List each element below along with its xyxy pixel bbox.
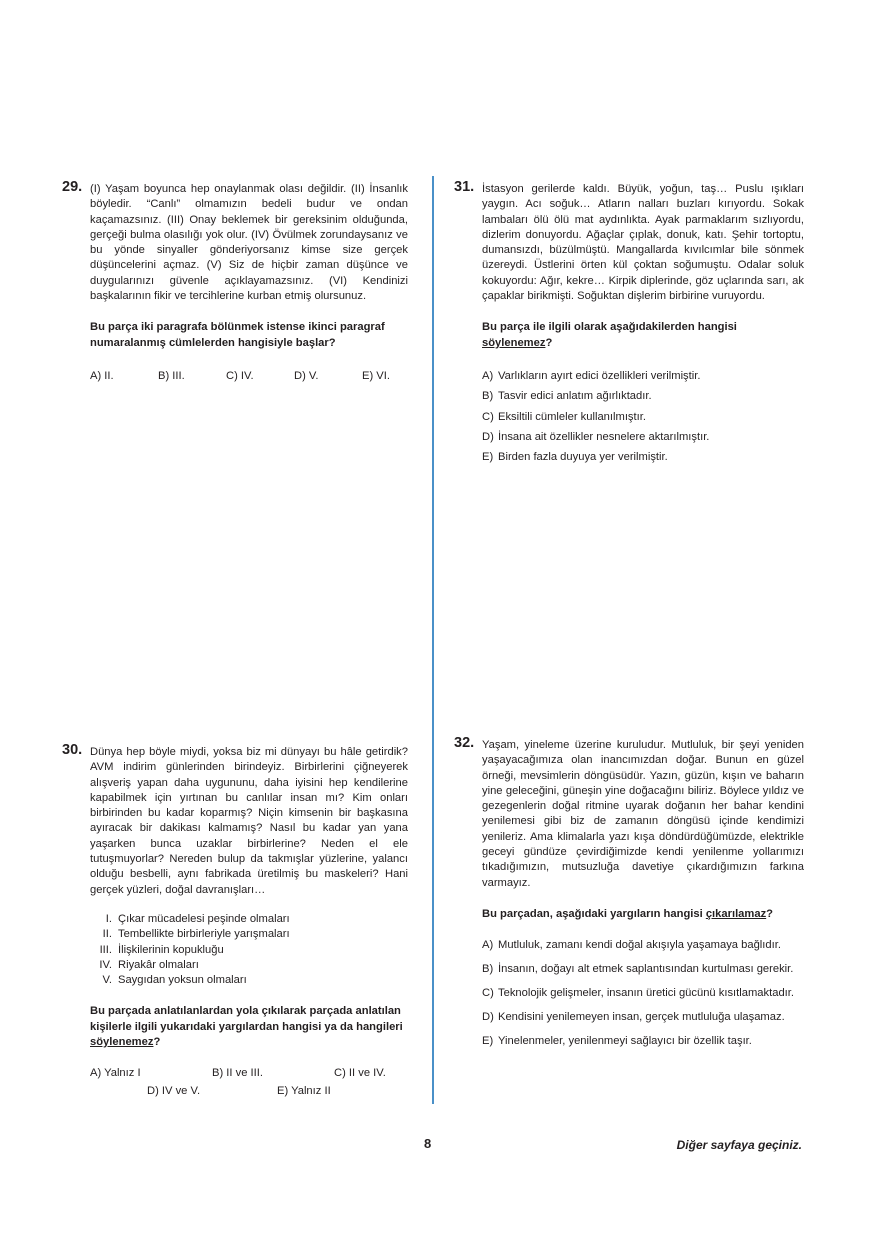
question-stem: Bu parça iki paragrafa bölünmek istense ikinci paragraf numaralanmış cümlelerden hangisiyle başlar? bbox=[90, 321, 385, 349]
option-c[interactable]: C) Teknolojik gelişmeler, insanın üretici gücünü kısıtlamaktadır. bbox=[482, 987, 794, 1000]
option-b[interactable]: B) II ve III. bbox=[212, 1067, 263, 1080]
option-c[interactable]: C) Eksiltili cümleler kullanılmıştır. bbox=[482, 410, 646, 423]
option-a[interactable]: A) II. bbox=[90, 369, 114, 382]
option-a[interactable]: A) Varlıkların ayırt edici özellikleri verilmiştir. bbox=[482, 369, 701, 382]
option-a[interactable]: A) Yalnız I bbox=[90, 1067, 141, 1080]
question-stem: Bu parçadan, aşağıdaki yargıların hangisi çıkarılamaz? bbox=[482, 907, 774, 920]
statement-item: V. Saygıdan yoksun olmaları bbox=[102, 974, 247, 987]
option-e[interactable]: E) VI. bbox=[362, 369, 390, 382]
emphasis-underline: söylenemez bbox=[482, 336, 546, 349]
question-number: 32. bbox=[454, 735, 475, 751]
question-29 bbox=[62, 179, 408, 384]
option-c[interactable]: C) II ve IV. bbox=[334, 1067, 386, 1080]
option-e[interactable]: E) Birden fazla duyuya yer verilmiştir. bbox=[482, 451, 668, 464]
option-e[interactable]: E) Yalnız II bbox=[277, 1084, 331, 1097]
statement-item: I. Çıkar mücadelesi peşinde olmaları bbox=[105, 912, 290, 925]
option-b[interactable]: B) İnsanın, doğayı alt etmek saplantısından kurtulması gerekir. bbox=[482, 963, 794, 976]
question-31 bbox=[454, 179, 804, 465]
question-paragraph: Dünya hep böyle miydi, yoksa biz mi dünyayı bu hâle getirdik? AVM indirim günlerinden birindeyiz. Birbirlerini çiğneyerek alışveriş yapan daha uygununu, daha iyisini hep kendilerine kapabilmek için yırtınan bu canlılar insan mı? Kim onları birbirinden bu kadar koparmış? Niçin kimsenin bir başkasına ayıracak bir dakikası kalmamış? Nasıl bu kadar yan yana yaşarken bunca uzaklar birbirlerine? Neden el ele tutuşmuyorlar? Nereden bulup da takmışlar yüzlerine, yalancı olduğu besbelli, aynı fabrikada üretilmiş bu maskeleri? Hani gerçek yüzleri, doğal davranışları… bbox=[90, 746, 408, 896]
option-d[interactable]: D) Kendisini yenilemeyen insan, gerçek mutluluğa ulaşamaz. bbox=[482, 1011, 785, 1024]
question-paragraph: İstasyon gerilerde kaldı. Büyük, yoğun, taş… Puslu ışıkları yaygın. Acı soğuk… Atların nalları buzları kırıyordu. Sokak lambaları ölü ölü mat aydınlıkta. Ayak parmaklarım sızlıyordu, dizlerim donuyordu. Ağaçlar çıplak, donuk, katı. Şehir tortoptu, dumansızdı, büzülmüştü. Mangallarda kıvılcımlar bile sönmek üzereydi. Üstlerini örten kül çoktan soğumuştu. Odalar soluk kokuyordu: Ağır, kekre… Kirpik diplerinde, göz uçlarında sarı, ak çapaklar birikmişti. Soğuktan dişlerim birbirine vuruyordu. bbox=[482, 183, 804, 303]
option-d[interactable]: D) İnsana ait özellikler nesnelere aktarılmıştır. bbox=[482, 430, 710, 443]
column-divider bbox=[432, 176, 434, 1104]
option-b[interactable]: B) III. bbox=[158, 369, 185, 382]
question-stem: Bu parça ile ilgili olarak aşağıdakilerden hangisi söylenemez? bbox=[482, 321, 737, 349]
next-page-note: Diğer sayfaya geçiniz. bbox=[676, 1138, 802, 1152]
question-paragraph: Yaşam, yineleme üzerine kuruludur. Mutluluk, bir şeyi yeniden yaşayacağımıza olan inancımızdan doğar. Bunun en güzel örneği, mevsimlerin döngüsüdür. Yazın, güzün, kışın ve baharın yine geleceğini, güneşin yine doğacağını biliriz. Böylece yıldız ve gezegenlerin doğal ritmine uyarak doğanın her bahar kendini yenilemesi gibi biz de zamanın döngüsü içinde kendimizi yenileriz. Ama klimalarla yazı kışa döndürdüğümüzde, elektrikle geceyi gündüze çevirdiğimizde kendi yenilenme yollarımızı tıkadığımızın, mutsuzluğa davetiye çıkardığımızın farkına varmayız. bbox=[482, 739, 804, 889]
option-e[interactable]: E) Yinelenmeler, yenilenmeyi sağlayıcı bir özellik taşır. bbox=[482, 1035, 752, 1048]
statement-item: III. İlişkilerinin kopukluğu bbox=[99, 943, 224, 956]
statement-list bbox=[90, 912, 408, 988]
option-d[interactable]: D) IV ve V. bbox=[147, 1084, 201, 1097]
statement-item: IV. Riyakâr olmaları bbox=[99, 958, 199, 971]
statement-item: II. Tembellikte birbirleriyle yarışmaları bbox=[102, 928, 290, 941]
option-a[interactable]: A) Mutluluk, zamanı kendi doğal akışıyla yaşamaya bağlıdır. bbox=[482, 939, 781, 952]
option-b[interactable]: B) Tasvir edici anlatım ağırlıktadır. bbox=[482, 390, 652, 403]
question-30 bbox=[62, 742, 408, 1099]
option-c[interactable]: C) IV. bbox=[226, 369, 254, 382]
question-number: 29. bbox=[62, 179, 83, 195]
question-32 bbox=[454, 735, 804, 1051]
question-stem: Bu parçada anlatılanlardan yola çıkılarak parçada anlatılan kişilerle ilgili yukarıdaki yargılardan hangisi ya da hangileri söylenemez? bbox=[90, 1005, 403, 1049]
option-d[interactable]: D) V. bbox=[294, 369, 319, 382]
question-number: 30. bbox=[62, 742, 83, 758]
emphasis-underline: çıkarılamaz bbox=[705, 907, 767, 920]
question-number: 31. bbox=[454, 179, 475, 195]
page-number: 8 bbox=[424, 1136, 432, 1151]
emphasis-underline: söylenemez bbox=[90, 1036, 154, 1049]
question-paragraph: (I) Yaşam boyunca hep onaylanmak olası değildir. (II) İnsanlık böyledir. “Canlı” olmamızın bedeli budur ve ondan kaçamazsınız. (III) Onay beklemek bir gereksinim olduğunda, gerçeği bulma olasılığı yok olur. (IV) Övülmek zorundaysanız ve bu yönde sinyaller gönderiyorsanız kimse size gerçek düşüncelerini açmaz. (V) Siz de hiçbir zaman düşünce ve duygularınızı güvenle açıklayamazsınız. (VI) Kendinizi başkalarının fikir ve tercihlerine kurban etmiş olursunuz. bbox=[90, 183, 408, 303]
